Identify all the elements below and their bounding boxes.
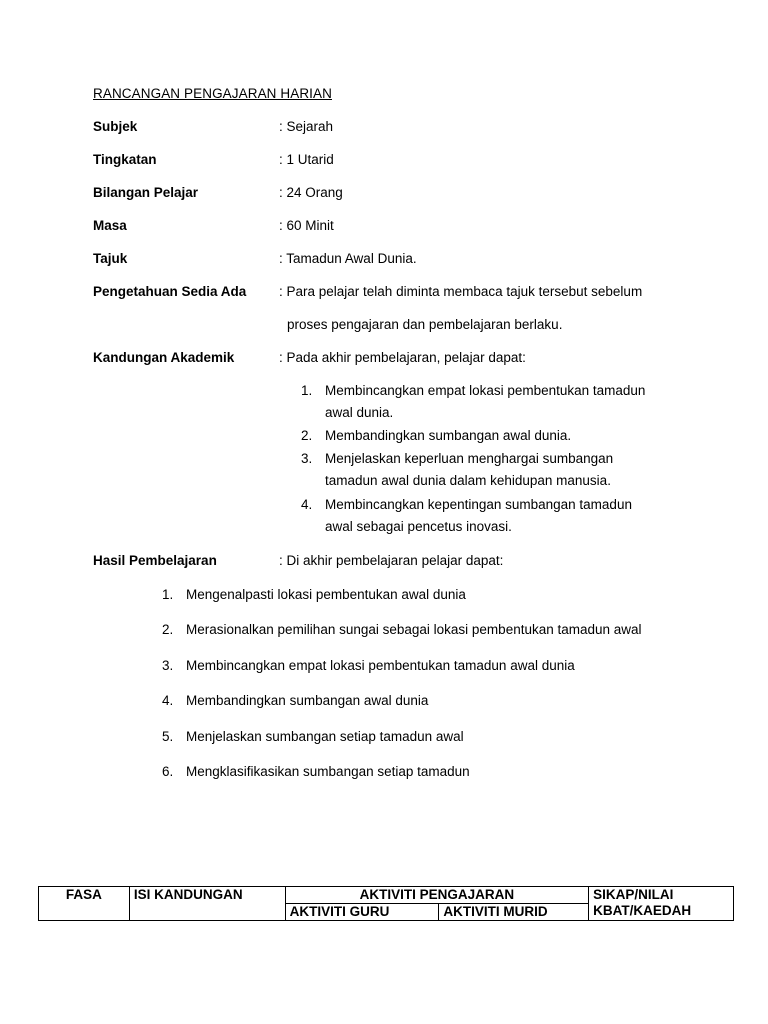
field-label: Masa xyxy=(93,218,127,233)
field-label: Tingkatan xyxy=(93,152,157,167)
header-sikap-nilai: SIKAP/NILAI xyxy=(593,887,674,902)
header-fasa: FASA xyxy=(39,887,130,921)
table-row xyxy=(39,887,734,904)
field-value: : Di akhir pembelajaran pelajar dapat: xyxy=(279,553,504,568)
field-label: Hasil Pembelajaran xyxy=(93,553,217,568)
header-kbat-kaedah: KBAT/KAEDAH xyxy=(593,903,692,918)
field-value: : Tamadun Awal Dunia. xyxy=(279,251,417,266)
field-value: : Para pelajar telah diminta membaca tajuk tersebut sebelum xyxy=(279,284,643,299)
field-label: Subjek xyxy=(93,119,138,134)
field-value: : 60 Minit xyxy=(279,218,334,233)
field-label: Pengetahuan Sedia Ada xyxy=(93,284,247,299)
field-value: : Pada akhir pembelajaran, pelajar dapat: xyxy=(279,350,526,365)
header-aktiviti-murid: AKTIVITI MURID xyxy=(439,904,589,921)
header-isi-kandungan: ISI KANDUNGAN xyxy=(129,887,285,921)
pengetahuan-continuation: proses pengajaran dan pembelajaran berlaku. xyxy=(287,317,563,332)
document-title: RANCANGAN PENGAJARAN HARIAN xyxy=(93,86,332,101)
field-value: : 1 Utarid xyxy=(279,152,334,167)
field-value: : 24 Orang xyxy=(279,185,343,200)
header-sikap-kbat xyxy=(589,887,734,921)
header-aktiviti-pengajaran: AKTIVITI PENGAJARAN xyxy=(285,887,588,904)
field-label: Bilangan Pelajar xyxy=(93,185,199,200)
field-label: Kandungan Akademik xyxy=(93,350,235,365)
lesson-plan-table xyxy=(38,886,734,921)
header-aktiviti-guru: AKTIVITI GURU xyxy=(285,904,439,921)
field-value: : Sejarah xyxy=(279,119,334,134)
field-label: Tajuk xyxy=(93,251,128,266)
